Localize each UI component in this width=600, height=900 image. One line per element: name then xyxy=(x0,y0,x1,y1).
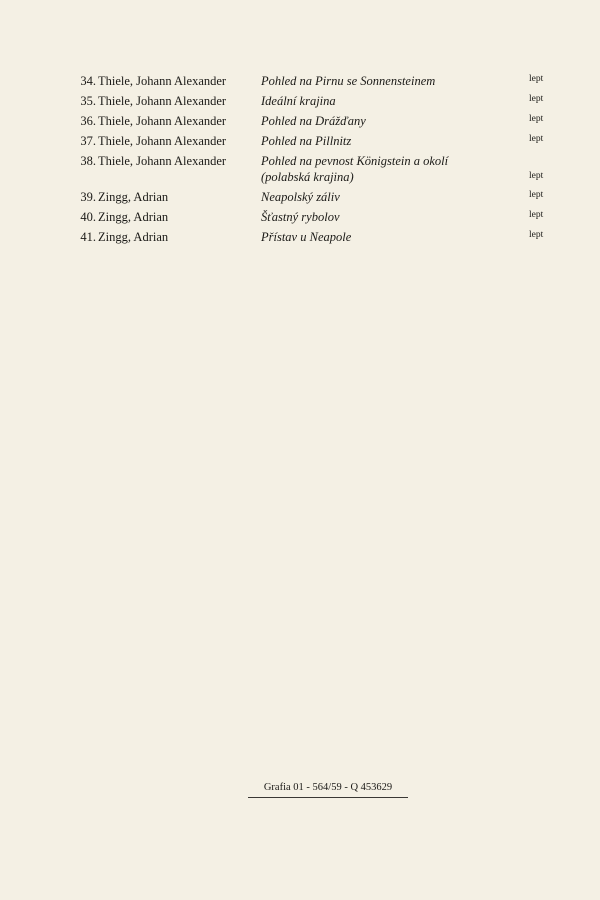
catalog-entry xyxy=(0,210,600,230)
entry-technique: lept xyxy=(529,134,544,144)
entry-title: Přístav u Neapole xyxy=(261,230,352,244)
entry-title: Pohled na Pirnu se Sonnensteinem xyxy=(261,74,436,88)
entry-technique: lept xyxy=(529,74,544,84)
entry-artist: Thiele, Johann Alexander xyxy=(98,134,227,148)
entry-number: 35. xyxy=(80,94,96,108)
entry-title: Pohled na pevnost Königstein a okolí xyxy=(261,154,449,168)
entry-number: 38. xyxy=(80,154,96,168)
entry-title: Šťastný rybolov xyxy=(261,210,340,224)
entry-artist: Zingg, Adrian xyxy=(98,230,169,244)
entry-artist: Zingg, Adrian xyxy=(98,190,169,204)
entry-number: 41. xyxy=(80,230,96,244)
imprint-rule xyxy=(248,797,408,798)
printer-imprint: Grafia 01 - 564/59 - Q 453629 xyxy=(263,782,393,793)
entry-number: 37. xyxy=(80,134,96,148)
catalog-entry xyxy=(0,230,600,250)
entry-technique: lept xyxy=(529,190,544,200)
entry-number: 34. xyxy=(80,74,96,88)
entry-technique: lept xyxy=(529,210,544,220)
entry-title: Neapolský záliv xyxy=(261,190,340,204)
entry-artist: Thiele, Johann Alexander xyxy=(98,94,227,108)
entry-technique: lept xyxy=(529,230,544,240)
entry-artist: Thiele, Johann Alexander xyxy=(98,154,227,168)
catalog-entry xyxy=(0,114,600,134)
entry-artist: Thiele, Johann Alexander xyxy=(98,74,227,88)
entry-number: 40. xyxy=(80,210,96,224)
entry-title: Ideální krajina xyxy=(261,94,336,108)
entry-number: 39. xyxy=(80,190,96,204)
entry-title: Pohled na Drážďany xyxy=(261,114,366,128)
catalog-entry xyxy=(0,94,600,114)
entry-artist: Thiele, Johann Alexander xyxy=(98,114,227,128)
catalog-entry xyxy=(0,154,600,190)
catalog-entry xyxy=(0,74,600,94)
entry-title: Pohled na Pillnitz xyxy=(261,134,352,148)
entry-number: 36. xyxy=(80,114,96,128)
entry-artist: Zingg, Adrian xyxy=(98,210,169,224)
entry-title-continued: (polabská krajina) xyxy=(261,170,354,184)
catalog-entry xyxy=(0,190,600,210)
entry-technique: lept xyxy=(529,171,544,181)
catalog-entry xyxy=(0,134,600,154)
entry-technique: lept xyxy=(529,114,544,124)
entry-technique: lept xyxy=(529,94,544,104)
